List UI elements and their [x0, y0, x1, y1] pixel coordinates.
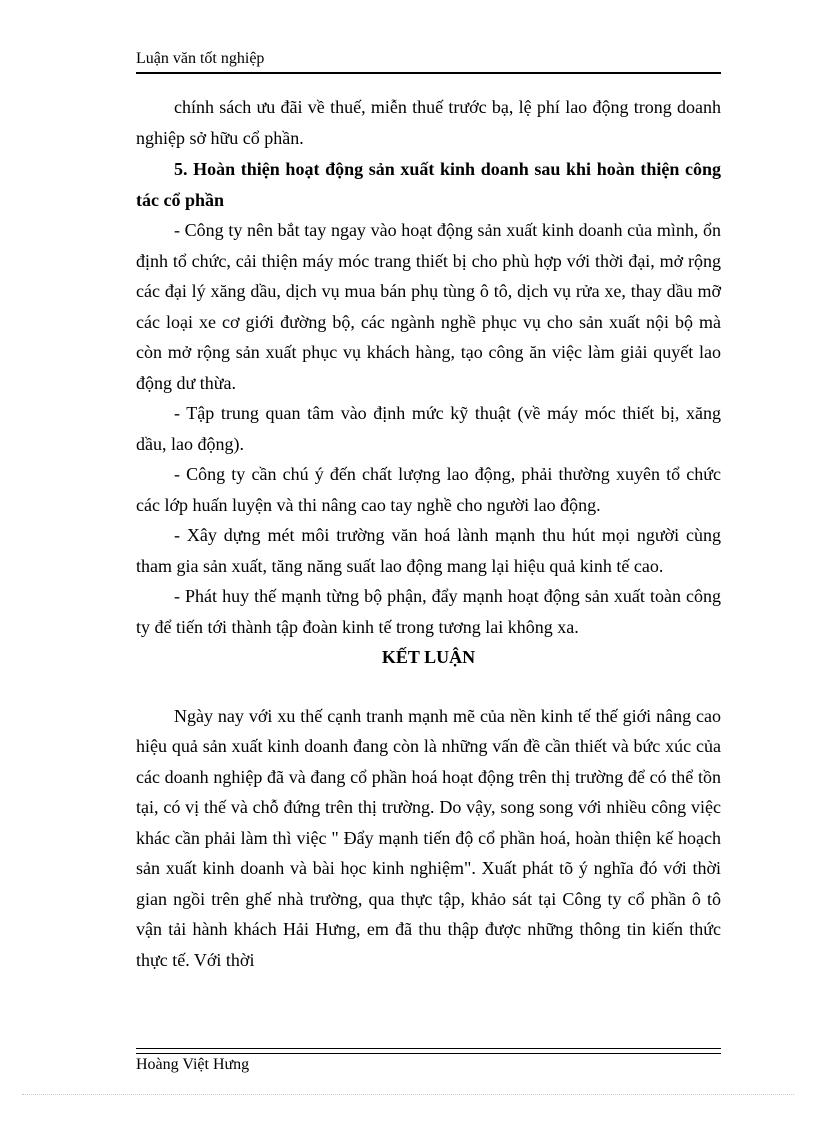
page-edge-divider: [22, 1094, 794, 1095]
footer-double-rule: [136, 1048, 721, 1054]
bullet-paragraph-2: - Tập trung quan tâm vào định mức kỹ thuật (về máy móc thiết bị, xăng dầu, lao động).: [136, 403, 721, 454]
conclusion-title: KẾT LUẬN: [381, 647, 476, 667]
bullet-paragraph-5: - Phát huy thế mạnh từng bộ phận, đẩy mạnh hoạt động sản xuất toàn công ty để tiến tới thành tập đoàn kinh tế trong tương lai không xa.: [136, 586, 721, 637]
conclusion-paragraph: Ngày nay với xu thế cạnh tranh mạnh mẽ của nền kinh tế thế giới nâng cao hiệu quả sản xuất kinh doanh đang còn là những vấn đề cần thiết và bức xúc của các doanh nghiệp đã và đang cổ phần hoá hoạt động trên thị trường để có thể tồn tại, có vị thế và chỗ đứng trên thị trường. Do vậy, song song với nhiều công việc khác cần phải làm thì việc " Đẩy mạnh tiến độ cổ phần hoá, hoàn thiện kế hoạch sản xuất kinh doanh và bài học kinh nghiệm". Xuất phát tõ ý nghĩa đó với thời gian ngồi trên ghế nhà trường, qua thực tập, khảo sát tại Công ty cổ phần ô tô vận tải hành khách Hải Hưng, em đã thu thập được những thông tin kiến thức thực tế. Với thời: [136, 705, 721, 970]
policy-paragraph: chính sách ưu đãi về thuế, miễn thuế trước bạ, lệ phí lao động trong doanh nghiệp sở hữu cổ phần.: [136, 97, 721, 148]
page-header: [136, 48, 721, 74]
bullet-paragraph-4: - Xây dựng mét môi trường văn hoá lành mạnh thu hút mọi người cùng tham gia sản xuất, tăng năng suất lao động mang lại hiệu quả kinh tế cao.: [136, 525, 721, 576]
footer-author: Hoàng Việt Hưng: [136, 1056, 250, 1073]
bullet-paragraph-1: - Công ty nên bắt tay ngay vào hoạt động sản xuất kinh doanh của mình, ổn định tổ chức, cải thiện máy móc trang thiết bị cho phù hợp với thời đại, mở rộng các đại lý xăng dầu, dịch vụ mua bán phụ tùng ô tô, dịch vụ rửa xe, thay dầu mỡ các loại xe cơ giới đường bộ, các ngành nghề phục vụ cho sản xuất nội bộ mà còn mở rộng sản xuất phục vụ khách hàng, tạo công ăn việc làm giải quyết lao động dư thừa.: [136, 220, 721, 393]
section-5-heading: 5. Hoàn thiện hoạt động sản xuất kinh doanh sau khi hoàn thiện công tác cổ phần: [136, 159, 721, 210]
header-title: Luận văn tốt nghiệp: [136, 50, 265, 67]
document-body: [136, 92, 721, 975]
bullet-paragraph-3: - Công ty cần chú ý đến chất lượng lao động, phải thường xuyên tổ chức các lớp huấn luyện và thi nâng cao tay nghề cho người lao động.: [136, 464, 721, 515]
